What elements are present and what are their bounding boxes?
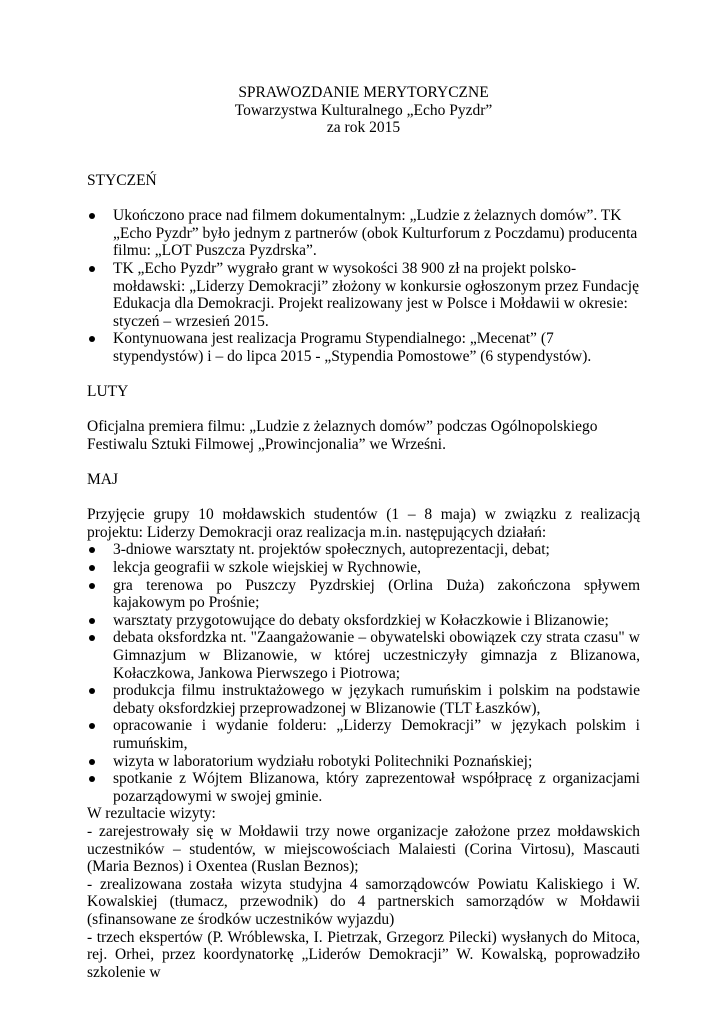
list-item: gra terenowa po Puszczy Pyzdrskiej (Orlina Duża) zakończona spływem kajakowym po Prośnie; [87,577,640,612]
maj-list [87,541,640,805]
bullet-icon [89,565,95,571]
list-item: warsztaty przygotowujące do debaty oksfordzkiej w Kołaczkowie i Blizanowie; [87,612,640,630]
list-item: Kontynuowana jest realizacja Programu Stypendialnego: „Mecenat” (7 stypendystów) i – do lipca 2015 - „Stypendia Pomostowe” (6 stypendystów). [87,330,640,365]
list-item: Ukończono prace nad filmem dokumentalnym: „Ludzie z żelaznych domów”. TK „Echo Pyzdr” było jednym z partnerów (obok Kulturforum z Poczdamu) producenta filmu: „LOT Puszcza Pyzdrska”. [87,207,640,260]
bullet-icon [89,635,95,641]
bullet-icon [89,759,95,765]
result-item: - zrealizowana została wizyta studyjna 4 samorządowców Powiatu Kaliskiego i W. Kowalskiej (tłumacz, przewodnik) do 4 partnerskich samorządów w Mołdawii (sfinansowane ze środków uczestników wyjazdu) [87,875,640,928]
section-heading-luty: LUTY [87,383,129,401]
document-title [87,84,640,137]
result-item: - trzech ekspertów (P. Wróblewska, I. Pietrzak, Grzegorz Pilecki) wysłanych do Mitoca, rej. Orhei, przez koordynatorkę „Liderów Demokracji” W. Kowalską, poprowadziło szkolenie w [87,928,640,981]
list-item: lekcja geografii w szkole wiejskiej w Rychnowie, [87,559,640,577]
list-item: debata oksfordzka nt. "Zaangażowanie – obywatelski obowiązek czy strata czasu" w Gimnazjum w Blizanowie, w której uczestniczyły gimnazja z Blizanowa, Kołaczkowa, Jankowa Pierwszego i Piotrowa; [87,629,640,682]
document-body [87,84,640,981]
list-item: opracowanie i wydanie folderu: „Liderzy Demokracji” w językach polskim i rumuńskim, [87,717,640,752]
title-line-2: Towarzystwa Kulturalnego „Echo Pyzdr” [234,101,493,119]
list-item: TK „Echo Pyzdr” wygrało grant w wysokości 38 900 zł na projekt polsko-mołdawski: „Liderzy Demokracji” złożony w konkursie ogłoszonym przez Fundację Edukacja dla Demokracji. Projekt realizowany jest w Polsce i Mołdawii w okresie: styczeń – wrzesień 2015. [87,260,640,330]
list-item: 3-dniowe warsztaty nt. projektów społecznych, autoprezentacji, debat; [87,541,640,559]
title-line-3: za rok 2015 [326,119,401,137]
bullet-icon [89,266,95,272]
bullet-icon [89,688,95,694]
section-heading-styczen: STYCZEŃ [87,171,157,189]
luty-paragraph: Oficjalna premiera filmu: „Ludzie z żelaznych domów” podczas Ogólnopolskiego Festiwalu Sztuki Filmowej „Prowincjonalia” we Wrześni. [87,418,598,453]
bullet-icon [89,618,95,624]
maj-intro-paragraph: Przyjęcie grupy 10 mołdawskich studentów (1 – 8 maja) w związku z realizacją projektu: Liderzy Demokracji oraz realizacja m.in. następujących działań: [87,506,640,541]
list-item: spotkanie z Wójtem Blizanowa, który zaprezentował współpracę z organizacjami pozarządowymi w swojej gminie. [87,770,640,805]
bullet-icon [89,776,95,782]
result-item: - zarejestrowały się w Mołdawii trzy nowe organizacje założone przez mołdawskich uczestników – studentów, w miejscowościach Malaiesti (Corina Virtosu), Mascauti (Maria Beznos) i Oxentea (Ruslan Beznos); [87,822,640,876]
styczen-list [87,207,640,365]
results-label: W rezultacie wizyty: [87,805,216,823]
bullet-icon [89,723,95,729]
list-item: produkcja filmu instruktażowego w językach rumuńskim i polskim na podstawie debaty oksfordzkiej przeprowadzonej w Blizanowie (TLT Łaszków), [87,682,640,717]
bullet-icon [89,336,95,342]
bullet-icon [89,547,95,553]
bullet-icon [89,583,95,589]
title-line-1: SPRAWOZDANIE MERYTORYCZNE [238,84,489,101]
section-heading-maj: MAJ [87,471,119,489]
list-item: wizyta w laboratorium wydziału robotyki Politechniki Poznańskiej; [87,753,640,771]
bullet-icon [89,213,95,219]
